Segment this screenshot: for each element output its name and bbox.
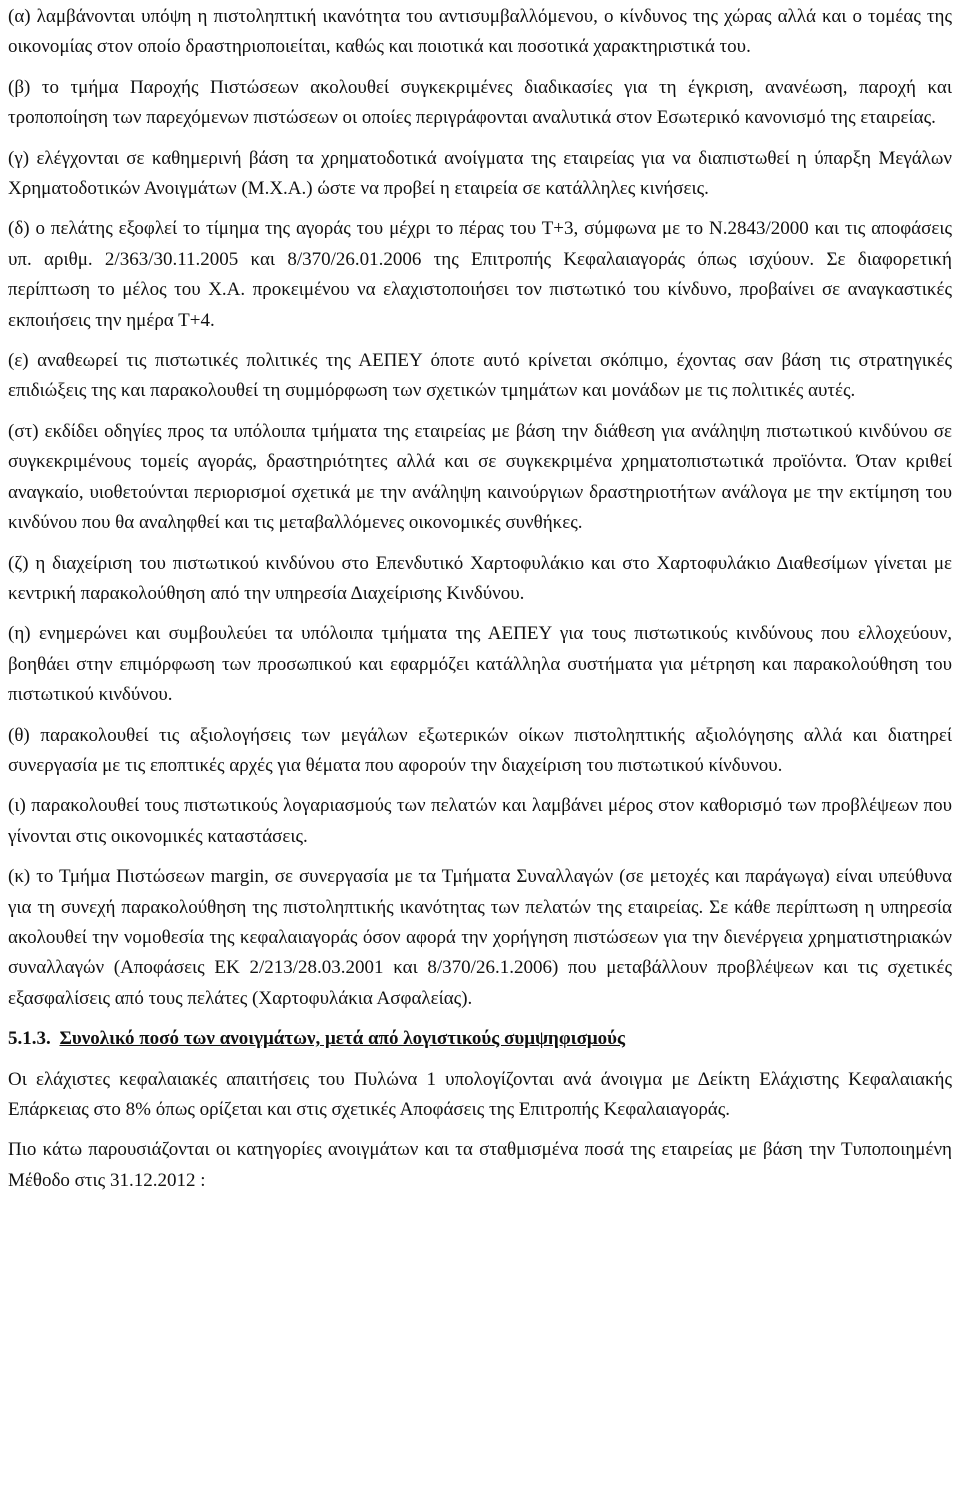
section-title: Συνολικό ποσό των ανοιγμάτων, μετά από λογιστικούς συμψηφισμούς — [59, 1028, 626, 1050]
paragraph-a: (α) λαμβάνονται υπόψη η πιστοληπτική ικανότητα του αντισυμβαλλόμενου, ο κίνδυνος της χώρας αλλά και ο τομέας της οικονομίας στον οποίο δραστηριοποιείται, καθώς και ποιοτικά και ποσοτικά χαρακτηριστικά του. — [8, 6, 952, 58]
paragraph-k: (κ) το Τμήμα Πιστώσεων margin, σε συνεργασία με τα Τμήματα Συναλλαγών (σε μετοχές και παράγωγα) είναι υπεύθυνα για τη συνεχή παρακολούθηση της πιστοληπτικής ικανότητας των πελατών της εταιρείας. Σε κάθε περίπτωση η υπηρεσία ακολουθεί την νομοθεσία της κεφαλαιαγοράς όσον αφορά την χορήγηση πιστώσεων για την διενέργεια χρηματιστηριακών συναλλαγών (Αποφάσεις ΕΚ 2/213/28.03.2001 και 8/370/26.1.2006) που μεταβάλλουν προβλέψεων και τις σχετικές εξασφαλίσεις από τους πελάτες (Χαρτοφυλάκια Ασφαλείας). — [8, 866, 952, 1009]
paragraph-capital-requirements: Οι ελάχιστες κεφαλαιακές απαιτήσεις του Πυλώνα 1 υπολογίζονται ανά άνοιγμα με Δείκτη Ελάχιστης Κεφαλαιακής Επάρκειας στο 8% όπως ορίζεται και στις σχετικές Αποφάσεις της Επιτροπής Κεφαλαιαγοράς. — [8, 1068, 952, 1120]
paragraph-e: (ε) αναθεωρεί τις πιστωτικές πολιτικές της ΑΕΠΕΥ όποτε αυτό κρίνεται σκόπιμο, έχοντας σαν βάση τις στρατηγικές επιδιώξεις της και παρακολουθεί τη συμμόρφωση των σχετικών τμημάτων και μονάδων με τις πολιτικές αυτές. — [8, 350, 952, 402]
section-number: 5.1.3. — [8, 1028, 51, 1050]
document-page — [8, 0, 952, 1206]
paragraph-d: (δ) ο πελάτης εξοφλεί το τίμημα της αγοράς του μέχρι το πέρας του Τ+3, σύμφωνα με το Ν.2843/2000 και τις αποφάσεις υπ. αριθμ. 2/363/30.11.2005 και 8/370/26.01.2006 της Επιτροπής Κεφαλαιαγοράς όπως ισχύουν. Σε διαφορετική περίπτωση το μέλος του Χ.Α. προκειμένου να ελαχιστοποιήσει τον πιστωτικό του κίνδυνο, προβαίνει σε αναγκαστικές εκποιήσεις την ημέρα Τ+4. — [8, 218, 952, 331]
paragraph-z: (ζ) η διαχείριση του πιστωτικού κινδύνου στο Επενδυτικό Χαρτοφυλάκιο και στο Χαρτοφυλάκιο Διαθεσίμων γίνεται με κεντρική παρακολούθηση από την υπηρεσία Διαχείρισης Κινδύνου. — [8, 552, 952, 604]
paragraph-b: (β) το τμήμα Παροχής Πιστώσεων ακολουθεί συγκεκριμένες διαδικασίες για τη έγκριση, ανανέωση, παροχή και τροποποίηση των παρεχόμενων πιστώσεων οι οποίες περιγράφονται αναλυτικά στον Εσωτερικό κανονισμό της εταιρείας. — [8, 76, 952, 129]
paragraph-i: (ι) παρακολουθεί τους πιστωτικούς λογαριασμούς των πελατών και λαμβάνει μέρος στον καθορισμό των προβλέψεων που γίνονται στις οικονομικές καταστάσεις. — [8, 795, 952, 847]
paragraph-c: (γ) ελέγχονται σε καθημερινή βάση τα χρηματοδοτικά ανοίγματα της εταιρείας για να διαπιστωθεί η ύπαρξη Μεγάλων Χρηματοδοτικών Ανοιγμάτων (Μ.Χ.Α.) ώστε να προβεί η εταιρεία σε κατάλληλες κινήσεις. — [8, 147, 952, 200]
paragraph-exposure-categories: Πιο κάτω παρουσιάζονται οι κατηγορίες ανοιγμάτων και τα σταθμισμένα ποσά της εταιρείας με βάση την Τυποποιημένη Μέθοδο στις 31.12.2012 : — [8, 1139, 952, 1191]
paragraph-h: (η) ενημερώνει και συμβουλεύει τα υπόλοιπα τμήματα της ΑΕΠΕΥ για τους πιστωτικούς κινδύνους που ελλοχεύουν, βοηθάει στην επιμόρφωση των προσωπικού και εφαρμόζει κατάλληλα συστήματα για μέτρηση και παρακολούθηση του πιστωτικού κινδύνου. — [8, 623, 952, 706]
paragraph-th: (θ) παρακολουθεί τις αξιολογήσεις των μεγάλων εξωτερικών οίκων πιστοληπτικής αξιολόγησης αλλά και διατηρεί συνεργασία με τις εποπτικές αρχές για θέματα που αφορούν την διαχείριση του πιστωτικού κίνδυνου. — [8, 724, 952, 776]
section-heading — [8, 1024, 952, 1054]
paragraph-st: (στ) εκδίδει οδηγίες προς τα υπόλοιπα τμήματα της εταιρείας με βάση την διάθεση για ανάληψη πιστωτικού κινδύνου σε συγκεκριμένους τομείς αγοράς, δραστηριότητες αλλά και σε συγκεκριμένα χρηματοπιστωτικά προϊόντα. Όταν κριθεί αναγκαίο, υιοθετούνται περιορισμοί σχετικά με την ανάληψη καινούργιων δραστηριοτήτων ανάλογα με την εκτίμηση του κινδύνου που θα αναληφθεί και τις μεταβαλλόμενες οικονομικές συνθήκες. — [8, 420, 952, 534]
